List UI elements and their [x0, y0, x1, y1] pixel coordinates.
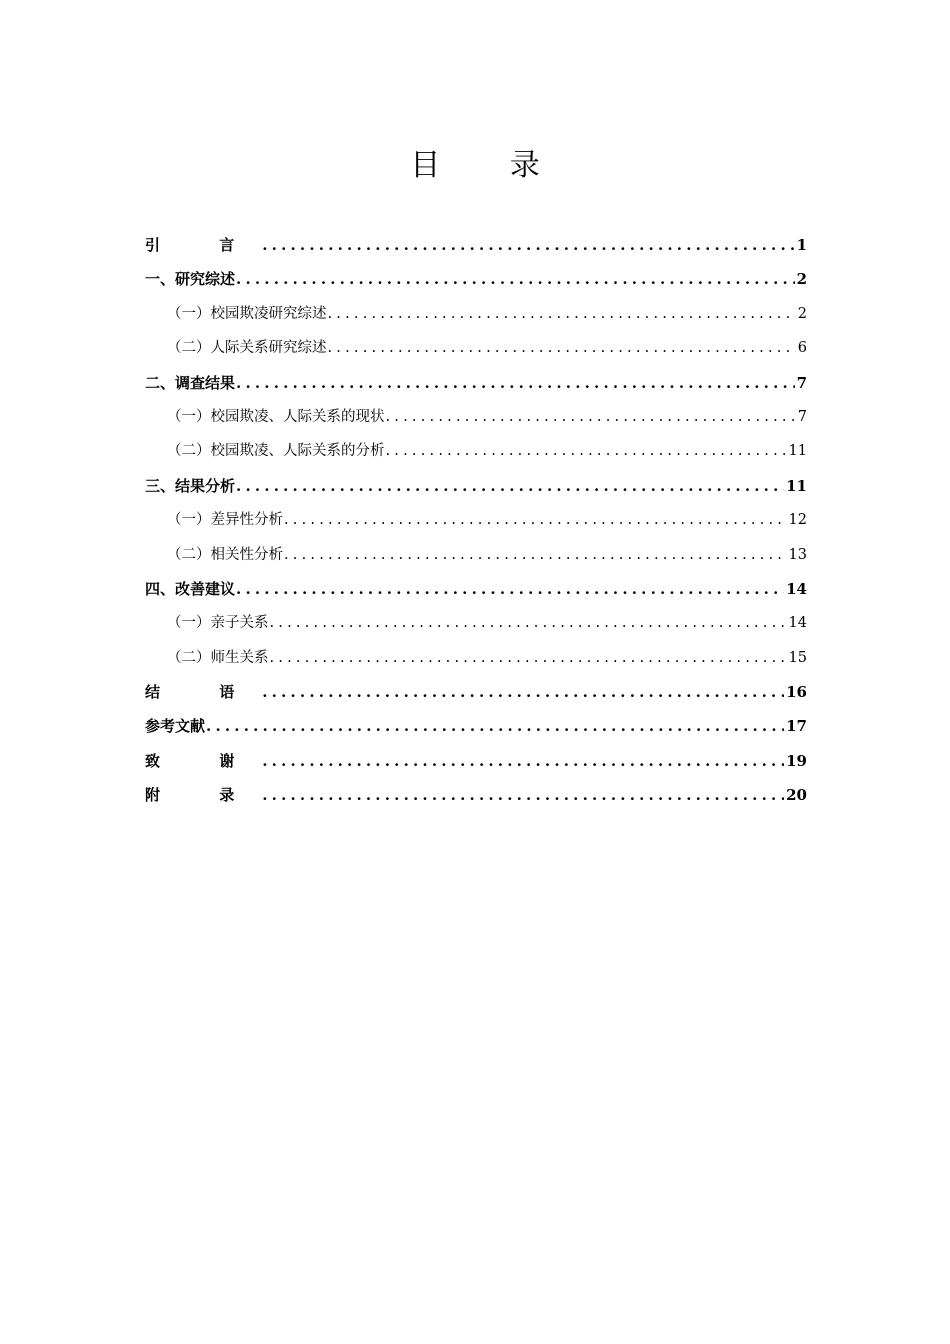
- table-of-contents: [145, 228, 807, 813]
- toc-entry-page: 11: [788, 443, 807, 460]
- toc-leader-dots: [236, 366, 795, 400]
- toc-entry-page: 19: [786, 751, 807, 770]
- toc-entry[interactable]: [145, 469, 807, 503]
- toc-entry[interactable]: [145, 434, 807, 468]
- toc-leader-dots: [262, 675, 784, 709]
- toc-entry[interactable]: [145, 503, 807, 537]
- toc-entry-label: 致 谢: [145, 751, 262, 770]
- toc-entry-label: 二、调查结果: [145, 373, 236, 392]
- toc-leader-dots: [284, 538, 787, 572]
- toc-leader-dots: [236, 262, 795, 296]
- toc-entry[interactable]: [145, 297, 807, 331]
- toc-entry-page: 12: [788, 512, 807, 529]
- toc-entry[interactable]: [145, 331, 807, 365]
- toc-leader-dots: [262, 228, 794, 262]
- toc-entry-label: （一）校园欺凌研究综述: [167, 305, 327, 322]
- toc-entry-page: 6: [797, 340, 807, 357]
- toc-entry-label: （一）差异性分析: [167, 512, 283, 529]
- toc-entry-label: （二）人际关系研究综述: [167, 340, 327, 357]
- toc-leader-dots: [236, 572, 784, 606]
- toc-entry-page: 7: [797, 408, 807, 425]
- toc-entry[interactable]: [145, 366, 807, 400]
- toc-leader-dots: [236, 469, 784, 503]
- page-title: 目 录: [410, 148, 570, 183]
- toc-entry-label: 结 语: [145, 683, 262, 702]
- toc-entry-label: （二）师生关系: [167, 649, 269, 666]
- toc-entry-label: 引 言: [145, 236, 262, 254]
- toc-entry[interactable]: [145, 641, 807, 675]
- toc-entry-page: 2: [796, 270, 807, 289]
- toc-entry-page: 14: [786, 579, 807, 598]
- toc-entry-label: 四、改善建议: [145, 579, 236, 598]
- toc-entry-page: 20: [786, 786, 807, 805]
- toc-entry[interactable]: [145, 744, 807, 778]
- toc-entry-page: 17: [786, 717, 807, 736]
- toc-leader-dots: [270, 606, 787, 640]
- toc-leader-dots: [270, 641, 787, 675]
- toc-entry-label: （二）校园欺凌、人际关系的分析: [167, 443, 385, 460]
- toc-entry-page: 11: [786, 476, 807, 495]
- toc-entry-page: 15: [788, 649, 807, 666]
- toc-entry[interactable]: [145, 606, 807, 640]
- toc-leader-dots: [328, 297, 796, 331]
- toc-entry-label: 一、研究综述: [145, 270, 236, 289]
- toc-leader-dots: [386, 434, 787, 468]
- toc-entry[interactable]: [145, 778, 807, 812]
- toc-entry-page: 14: [788, 615, 807, 632]
- toc-leader-dots: [262, 778, 784, 812]
- toc-entry-label: （二）相关性分析: [167, 546, 283, 563]
- toc-entry-page: 7: [796, 373, 807, 392]
- toc-entry-label: 三、结果分析: [145, 476, 236, 495]
- toc-entry[interactable]: [145, 709, 807, 743]
- toc-entry-label: 参考文献: [145, 717, 206, 736]
- toc-entry[interactable]: [145, 228, 807, 262]
- toc-entry-label: （一）校园欺凌、人际关系的现状: [167, 408, 385, 425]
- toc-entry-label: （一）亲子关系: [167, 615, 269, 632]
- toc-leader-dots: [206, 709, 784, 743]
- toc-entry[interactable]: [145, 538, 807, 572]
- toc-entry[interactable]: [145, 262, 807, 296]
- toc-leader-dots: [262, 744, 784, 778]
- toc-entry-page: 1: [796, 236, 807, 254]
- toc-entry-page: 16: [786, 683, 807, 702]
- toc-entry[interactable]: [145, 400, 807, 434]
- toc-entry[interactable]: [145, 572, 807, 606]
- toc-leader-dots: [284, 503, 787, 537]
- toc-leader-dots: [328, 331, 796, 365]
- toc-leader-dots: [386, 400, 796, 434]
- toc-entry-label: 附 录: [145, 786, 262, 805]
- toc-entry-page: 13: [788, 546, 807, 563]
- toc-entry[interactable]: [145, 675, 807, 709]
- toc-entry-page: 2: [797, 305, 807, 322]
